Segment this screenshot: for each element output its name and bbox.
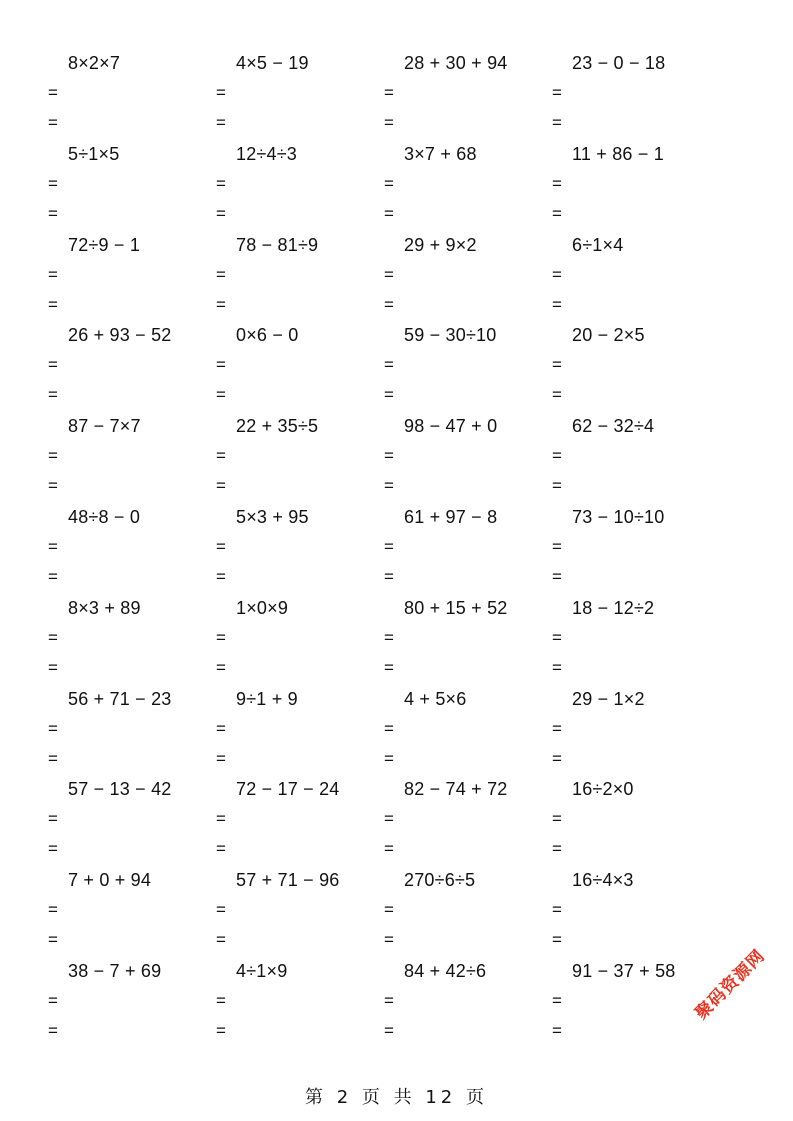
problem-row [0,234,793,324]
problem-expression: 4÷1×9 [236,961,288,981]
equals-sign: = [384,173,394,193]
equals-sign: = [384,657,394,677]
equals-sign: = [48,173,58,193]
problem-expression: 12÷4÷3 [236,143,298,164]
equals-sign: = [552,809,562,829]
problem-expression: 6÷1×4 [572,234,624,255]
equals-sign: = [552,355,562,375]
problem-expression: 16÷2×0 [572,779,634,800]
problem-expression: 0×6 − 0 [236,325,299,346]
equals-sign: = [48,83,58,102]
problem-item [384,143,544,233]
problem-expression: 8×2×7 [68,53,121,73]
equals-sign: = [216,567,226,586]
problem-item [552,869,712,959]
equals-sign: = [48,355,58,375]
equals-sign: = [48,748,58,768]
equals-sign: = [552,839,562,859]
problem-expression: 5×3 + 95 [236,507,309,527]
problem-item [552,506,712,596]
problem-item [216,506,376,596]
equals-sign: = [384,748,394,768]
equals-sign: = [216,748,226,768]
equals-sign: = [216,385,226,405]
problem-expression: 72 − 17 − 24 [236,779,340,800]
problem-item [384,506,544,596]
equals-sign: = [216,446,226,466]
problem-item [552,778,712,868]
equals-sign: = [384,839,394,859]
problem-expression: 72÷9 − 1 [68,234,141,255]
equals-sign: = [384,718,394,738]
equals-sign: = [552,718,562,738]
problem-expression: 4 + 5×6 [404,688,467,709]
problem-expression: 18 − 12÷2 [572,597,655,618]
equals-sign: = [216,355,226,375]
problem-expression: 87 − 7×7 [68,416,141,437]
equals-sign: = [384,537,394,556]
equals-sign: = [48,930,58,950]
equals-sign: = [48,203,58,223]
problem-expression: 29 + 9×2 [404,234,477,255]
equals-sign: = [384,294,394,314]
problem-expression: 8×3 + 89 [68,597,141,618]
equals-sign: = [48,809,58,829]
problem-item [552,597,712,687]
problem-item [216,415,376,505]
equals-sign: = [552,385,562,405]
problem-item [216,778,376,868]
problem-item [552,234,712,324]
equals-sign: = [48,657,58,677]
problem-expression: 48÷8 − 0 [68,507,141,527]
problem-expression: 28 + 30 + 94 [404,53,508,73]
problem-expression: 84 + 42÷6 [404,961,487,981]
problem-expression: 23 − 0 − 18 [572,53,666,73]
equals-sign: = [552,991,562,1010]
problem-item [552,415,712,505]
problem-expression: 20 − 2×5 [572,325,645,346]
problem-item [48,143,208,233]
problem-expression: 91 − 37 + 58 [572,961,676,981]
equals-sign: = [216,1021,226,1040]
problem-item [48,324,208,414]
equals-sign: = [48,385,58,405]
problem-row [0,324,793,414]
equals-sign: = [216,809,226,829]
problem-row [0,143,793,233]
equals-sign: = [48,476,58,496]
equals-sign: = [216,900,226,920]
equals-sign: = [216,294,226,314]
problem-expression: 5÷1×5 [68,143,120,164]
equals-sign: = [48,537,58,556]
problem-expression: 57 − 13 − 42 [68,779,172,800]
problem-item [552,324,712,414]
problem-expression: 3×7 + 68 [404,143,477,164]
problem-expression: 98 − 47 + 0 [404,416,498,437]
problem-item [552,52,712,142]
problem-item [48,234,208,324]
equals-sign: = [216,991,226,1010]
equals-sign: = [48,567,58,586]
problem-expression: 38 − 7 + 69 [68,961,162,981]
equals-sign: = [552,113,562,132]
problem-expression: 9÷1 + 9 [236,688,298,709]
equals-sign: = [384,627,394,647]
equals-sign: = [552,203,562,223]
equals-sign: = [216,718,226,738]
equals-sign: = [552,900,562,920]
equals-sign: = [216,930,226,950]
problem-item [216,597,376,687]
equals-sign: = [552,446,562,466]
problem-item [384,688,544,778]
equals-sign: = [48,839,58,859]
equals-sign: = [216,173,226,193]
equals-sign: = [552,930,562,950]
problem-item [216,688,376,778]
problem-item [48,688,208,778]
problem-row [0,506,793,596]
equals-sign: = [384,1021,394,1040]
equals-sign: = [384,567,394,586]
problem-item [384,52,544,142]
equals-sign: = [384,991,394,1010]
problem-row [0,52,793,142]
problem-item [48,597,208,687]
problem-item [48,415,208,505]
problem-row [0,778,793,868]
equals-sign: = [384,809,394,829]
equals-sign: = [552,537,562,556]
problem-item [48,778,208,868]
equals-sign: = [216,537,226,556]
problem-expression: 1×0×9 [236,597,289,618]
problem-expression: 22 + 35÷5 [236,416,319,437]
problem-expression: 73 − 10÷10 [572,507,665,527]
problem-row [0,869,793,959]
problem-item [216,324,376,414]
problem-item [552,688,712,778]
problem-row [0,415,793,505]
problem-expression: 26 + 93 − 52 [68,325,172,346]
equals-sign: = [552,657,562,677]
problem-expression: 80 + 15 + 52 [404,597,508,618]
equals-sign: = [216,83,226,102]
equals-sign: = [216,839,226,859]
equals-sign: = [216,657,226,677]
equals-sign: = [384,113,394,132]
problem-expression: 270÷6÷5 [404,870,476,891]
problem-item [48,960,208,1050]
problem-item [552,143,712,233]
equals-sign: = [384,446,394,466]
problem-expression: 29 − 1×2 [572,688,645,709]
problem-item [384,778,544,868]
problem-expression: 57 + 71 − 96 [236,870,340,891]
equals-sign: = [48,900,58,920]
problem-item [216,960,376,1050]
equals-sign: = [384,203,394,223]
problem-expression: 16÷4×3 [572,870,634,891]
problem-expression: 78 − 81÷9 [236,234,319,255]
problem-item [216,234,376,324]
equals-sign: = [384,355,394,375]
equals-sign: = [48,1021,58,1040]
equals-sign: = [552,173,562,193]
problem-item [384,415,544,505]
problem-item [384,597,544,687]
problem-item [48,506,208,596]
problem-expression: 61 + 97 − 8 [404,507,498,527]
problem-item [216,869,376,959]
equals-sign: = [216,113,226,132]
equals-sign: = [552,264,562,284]
problem-item [384,869,544,959]
equals-sign: = [552,748,562,768]
watermark-logo: 聚码资源网 [691,945,770,1024]
equals-sign: = [48,718,58,738]
equals-sign: = [48,294,58,314]
equals-sign: = [384,264,394,284]
equals-sign: = [384,900,394,920]
problem-item [216,52,376,142]
equals-sign: = [216,264,226,284]
equals-sign: = [216,627,226,647]
equals-sign: = [552,1021,562,1040]
problem-row [0,597,793,687]
problem-row [0,960,793,1050]
problem-item [384,960,544,1050]
problem-expression: 56 + 71 − 23 [68,688,172,709]
problem-item [48,52,208,142]
problem-expression: 7 + 0 + 94 [68,870,152,891]
problem-item [48,869,208,959]
equals-sign: = [48,446,58,466]
equals-sign: = [48,113,58,132]
problem-item [384,234,544,324]
equals-sign: = [48,991,58,1010]
equals-sign: = [552,294,562,314]
problem-expression: 62 − 32÷4 [572,416,655,437]
equals-sign: = [552,627,562,647]
equals-sign: = [384,83,394,102]
equals-sign: = [48,264,58,284]
problem-expression: 11 + 86 − 1 [572,143,664,164]
equals-sign: = [384,476,394,496]
problem-item [384,324,544,414]
problem-expression: 4×5 − 19 [236,53,309,73]
equals-sign: = [384,930,394,950]
problem-row [0,688,793,778]
problem-item [216,143,376,233]
equals-sign: = [384,385,394,405]
equals-sign: = [48,627,58,647]
problem-expression: 82 − 74 + 72 [404,779,508,800]
equals-sign: = [552,83,562,102]
page-footer: 第 2 页 共 12 页 [305,1087,488,1108]
equals-sign: = [552,567,562,586]
equals-sign: = [552,476,562,496]
equals-sign: = [216,476,226,496]
problem-expression: 59 − 30÷10 [404,325,497,346]
equals-sign: = [216,203,226,223]
